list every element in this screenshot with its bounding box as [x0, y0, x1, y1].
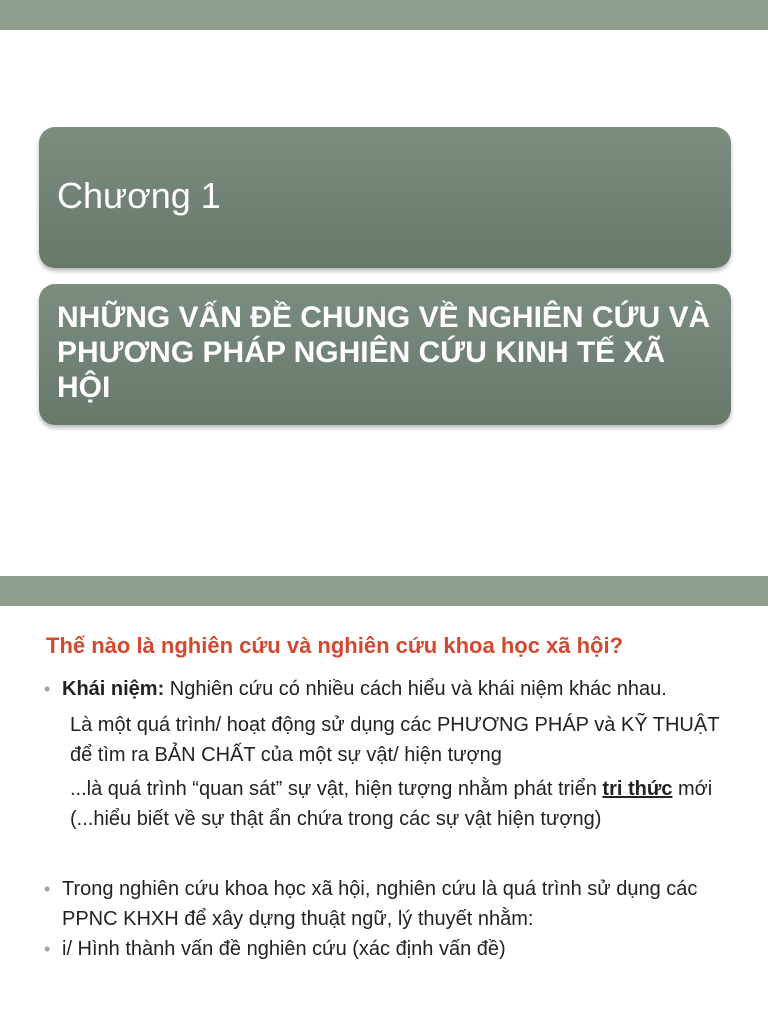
observation-text-before: ...là quá trình “quan sát” sự vật, hiện tượng nhằm phát triển	[70, 778, 603, 800]
chapter-title: NHỮNG VẤN ĐỀ CHUNG VỀ NGHIÊN CỨU VÀ PHƯƠNG PHÁP NGHIÊN CỨU KINH TẾ XÃ HỘI	[57, 301, 711, 404]
concept-label: Khái niệm:	[62, 678, 165, 700]
knowledge-emphasis: tri thức	[602, 778, 673, 800]
slide-2	[0, 576, 768, 1024]
chapter-label: Chương 1	[57, 175, 221, 216]
definition-paragraph: Là một quá trình/ hoạt động sử dụng các PHƯƠNG PHÁP và KỸ THUẬT để tìm ra BẢN CHẤT của một sự vật/ hiện tượng	[70, 714, 720, 766]
research-problem-text: i/ Hình thành vấn đề nghiên cứu (xác định vấn đề)	[62, 938, 506, 960]
concept-text: Nghiên cứu có nhiều cách hiểu và khái niệm khác nhau.	[164, 678, 667, 700]
social-science-text: Trong nghiên cứu khoa học xã hội, nghiên cứu là quá trình sử dụng các PPNC KHXH để xây dựng thuật ngữ, lý thuyết nhằm:	[62, 878, 698, 930]
slide-heading: Thế nào là nghiên cứu và nghiên cứu khoa học xã hội?	[46, 633, 624, 658]
bullet-dot: •	[44, 939, 51, 959]
title-panel	[39, 284, 731, 425]
chapter-panel	[39, 127, 731, 268]
bullet-concept	[44, 674, 734, 704]
top-band	[0, 0, 768, 30]
observation-paragraph	[44, 774, 734, 834]
bullet-social-science	[44, 874, 734, 934]
observation-text-after: mới (...hiểu biết về sự thật ẩn chứa trong các sự vật hiện tượng)	[70, 778, 713, 830]
bullet-dot: •	[44, 679, 51, 699]
slide-body	[44, 674, 734, 964]
top-band	[0, 576, 768, 606]
bullet-research-problem	[44, 934, 734, 964]
bullet-dot: •	[44, 879, 51, 899]
